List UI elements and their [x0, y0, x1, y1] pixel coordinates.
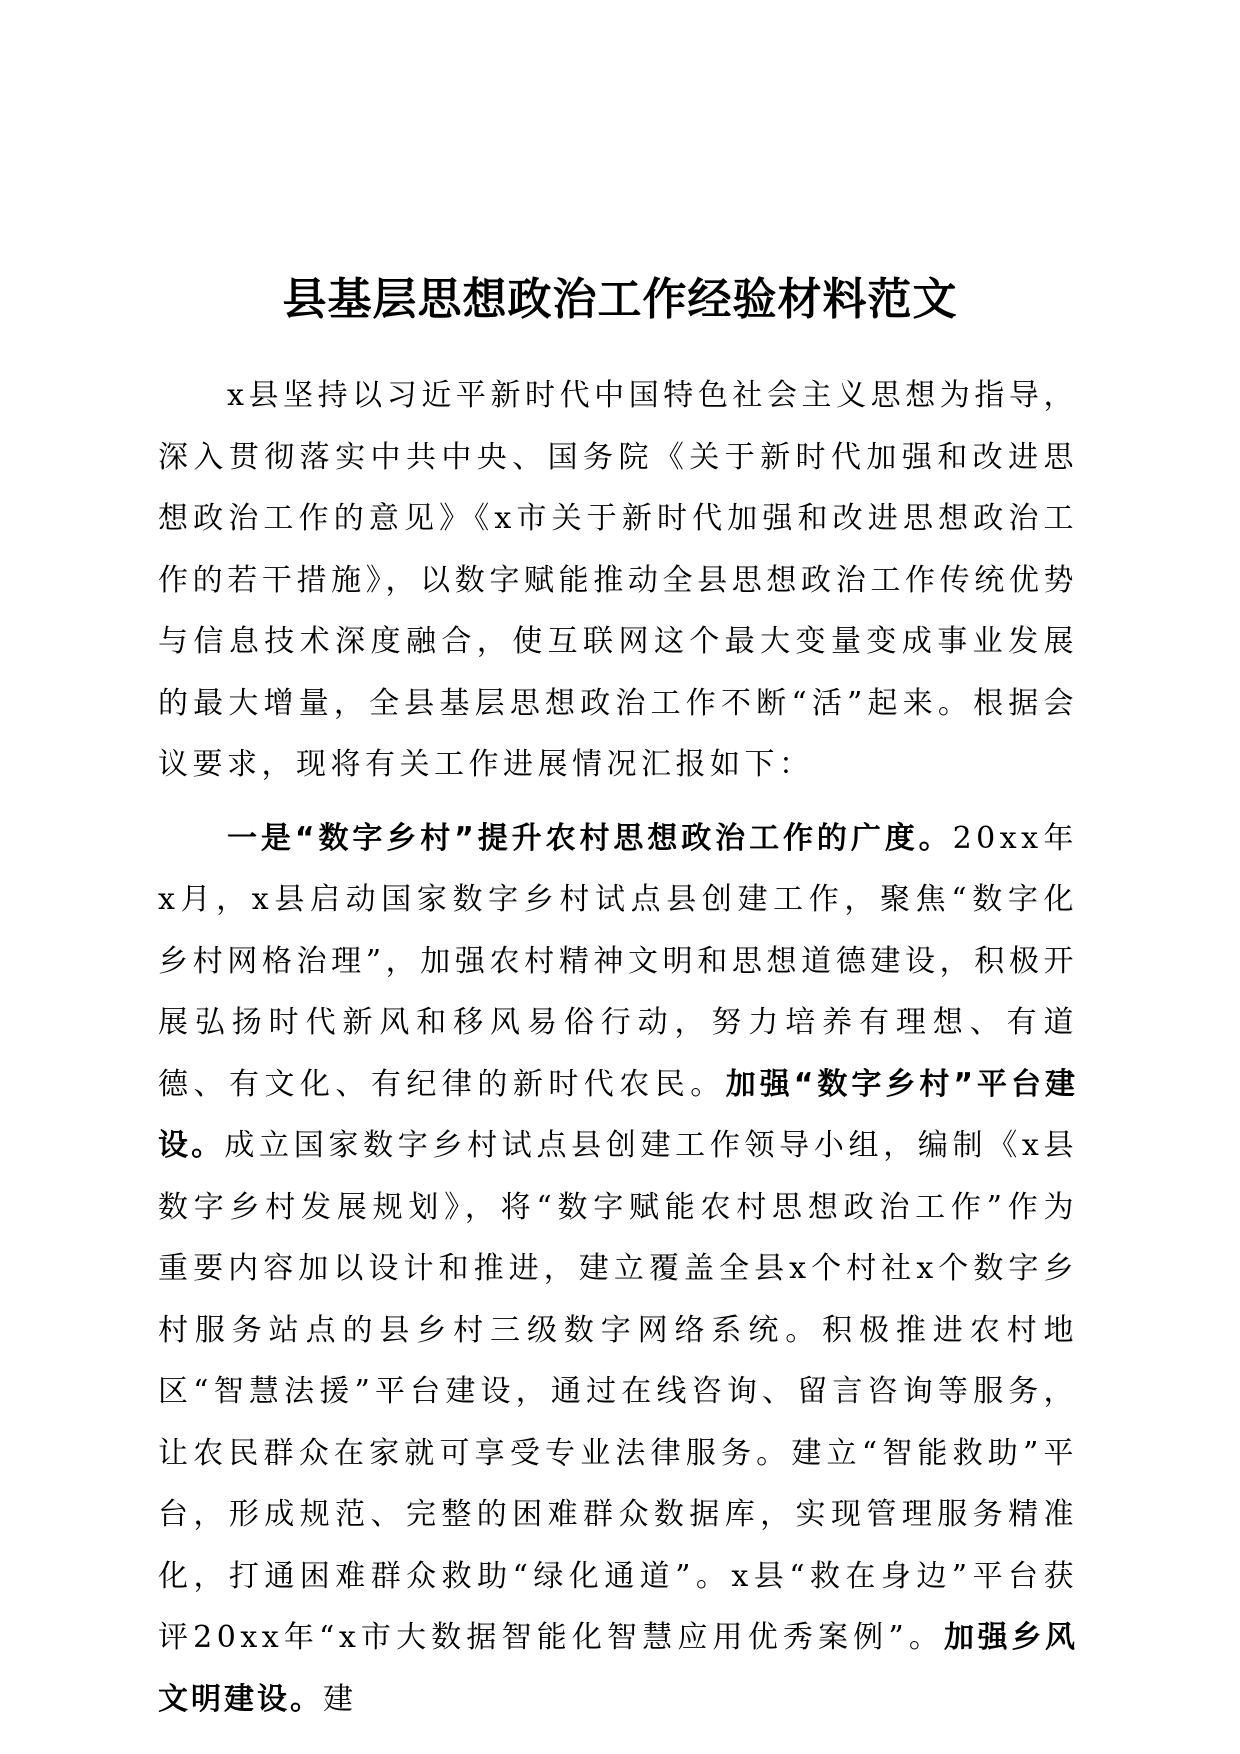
subheading-rural-civilization: 加强乡风文明建设。 [158, 1620, 1079, 1717]
intro-paragraph [158, 365, 1078, 796]
section-text-2: 成立国家数字乡村试点县创建工作领导小组，编制《x县数字乡村发展规划》，将“数字赋能农村思想政治工作”作为重要内容加以设计和推进，建立覆盖全县x个村社x个数字乡村服务站点的县乡村三级数字网络系统。积极推进农村地区“智慧法援”平台建设，通过在线咨询、留言咨询等服务，让农民群众在家就可享受专业法律服务。建立“智能救助”平台，形成规范、完整的困难群众数据库，实现管理服务精准化，打通困难群众救助“绿化通道”。x县“救在身边”平台获评20xx年“x市大数据智能化智慧应用优秀案例”。 [158, 1128, 1079, 1655]
section-heading-digital-village: 一是“数字乡村”提升农村思想政治工作的广度。 [227, 820, 953, 856]
document-title: 县基层思想政治工作经验材料范文 [282, 274, 958, 325]
section-paragraph-digital-village [158, 808, 1078, 1731]
subheading-platform-building: 加强“数字乡村”平台建设。 [158, 1066, 1078, 1163]
section-text-3: 建 [323, 1681, 358, 1717]
intro-text: x县坚持以习近平新时代中国特色社会主义思想为指导，深入贯彻落实中共中央、国务院《关于新时代加强和改进思想政治工作的意见》《x市关于新时代加强和改进思想政治工作的若干措施》，以数字赋能推动全县思想政治工作传统优势与信息技术深度融合，使互联网这个最大变量变成事业发展的最大增量，全县基层思想政治工作不断“活”起来。根据会议要求，现将有关工作进展情况汇报如下： [158, 378, 1078, 782]
document-body [158, 365, 1078, 1730]
section-text-1: 20xx年x月，x县启动国家数字乡村试点县创建工作，聚焦“数字化乡村网格治理”，加强农村精神文明和思想道德建设，积极开展弘扬时代新风和移风易俗行动，努力培养有理想、有道德、有文化、有纪律的新时代农民。 [158, 820, 1079, 1102]
